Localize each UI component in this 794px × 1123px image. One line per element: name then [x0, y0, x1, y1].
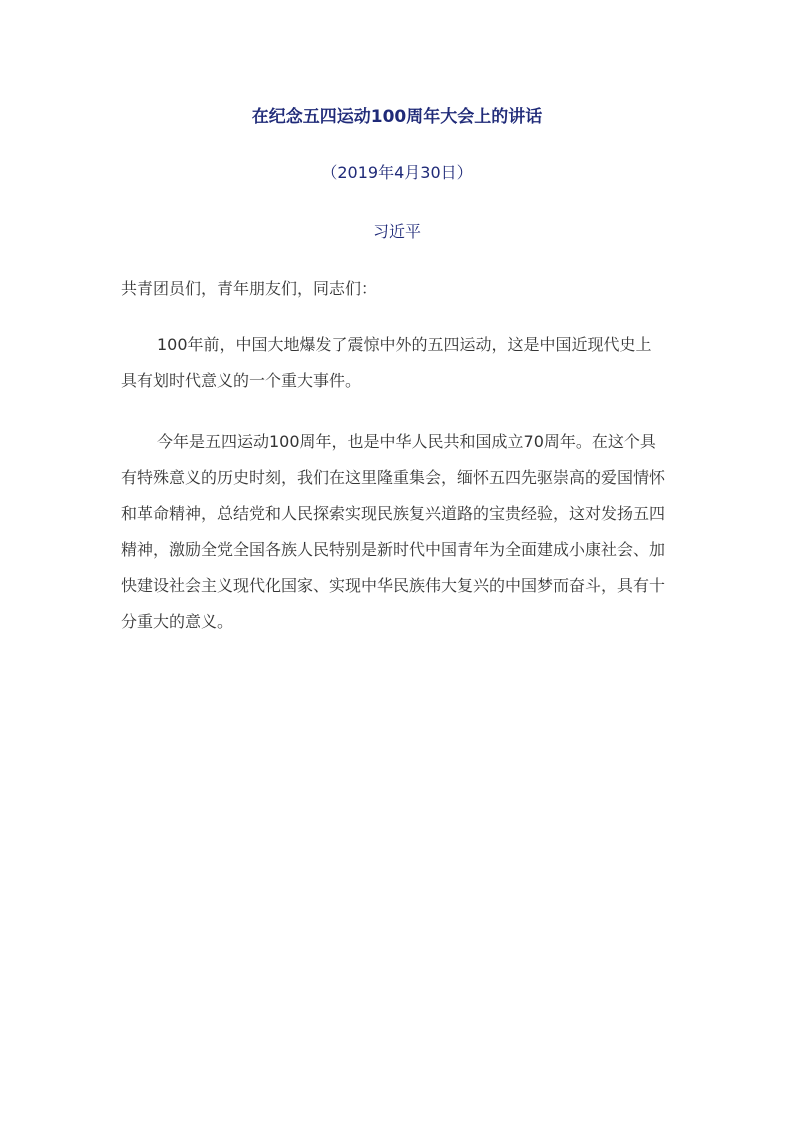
paragraph-1: 100年前，中国大地爆发了震惊中外的五四运动，这是中国近现代史上具有划时代意义的一个重大事件。: [121, 335, 652, 390]
document-title: 在纪念五四运动100周年大会上的讲话: [251, 107, 543, 127]
greeting-line: 共青团员们，青年朋友们，同志们：: [121, 279, 378, 298]
document-date: （2019年4月30日）: [321, 163, 473, 182]
document-author: 习近平: [372, 222, 421, 241]
paragraph-2: 今年是五四运动100周年，也是中华人民共和国成立70周年。在这个具有特殊意义的历史时刻，我们在这里隆重集会，缅怀五四先驱崇高的爱国情怀和革命精神，总结党和人民探索实现民族复兴道路的宝贵经验，这对发扬五四精神，激励全党全国各族人民特别是新时代中国青年为全面建成小康社会、加快建设社会主义现代化国家、实现中华民族伟大复兴的中国梦而奋斗，具有十分重大的意义。: [121, 432, 666, 631]
